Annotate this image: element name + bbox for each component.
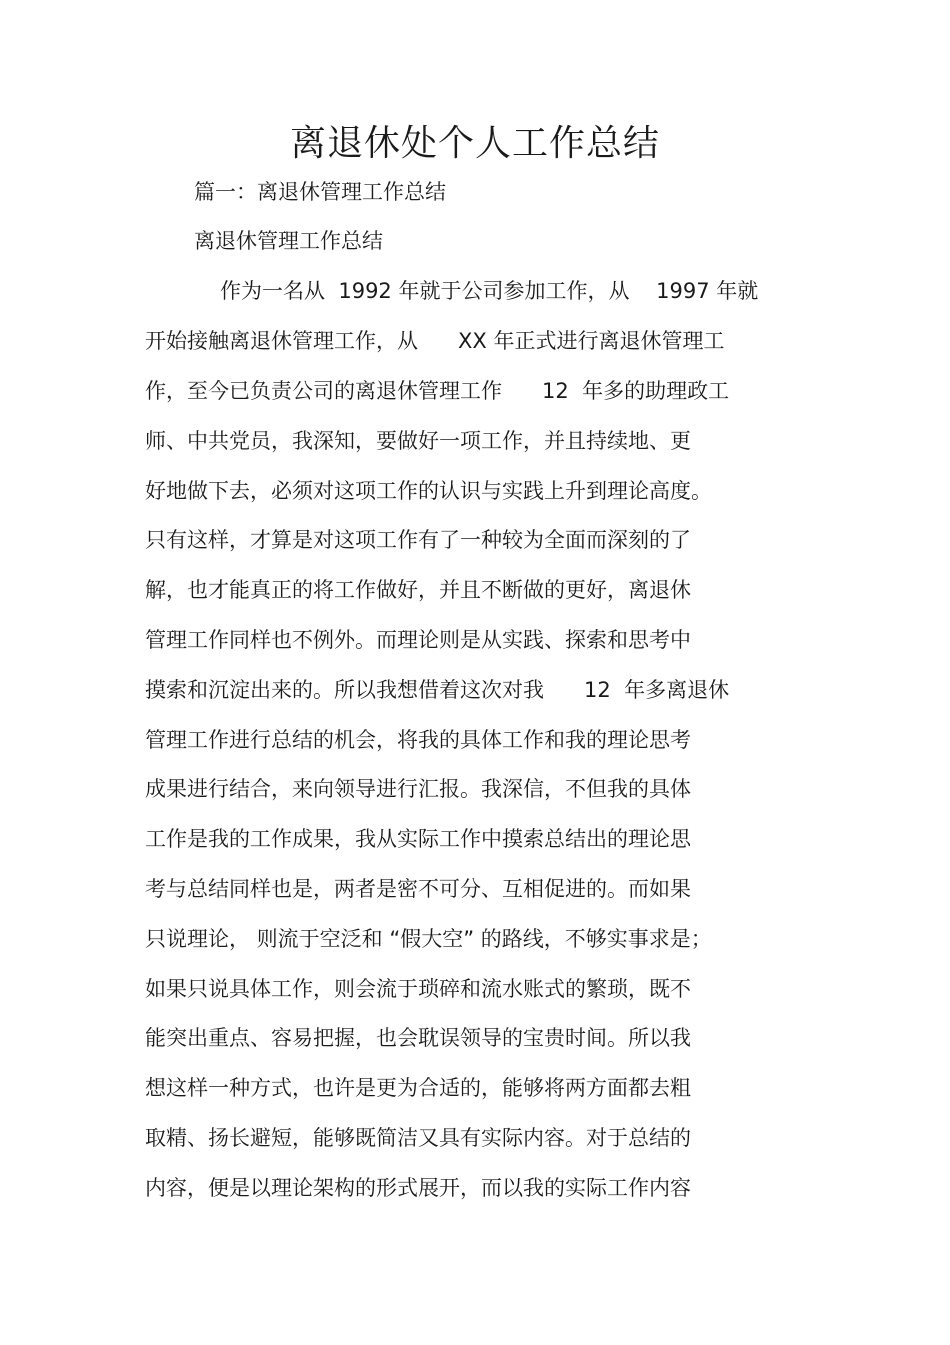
body-line: 想这样一种方式，也许是更为合适的，能够将两方面都去粗 xyxy=(145,1076,691,1100)
body-line: 只有这样，才算是对这项工作有了一种较为全面而深刻的了 xyxy=(145,528,691,552)
body-line: 能突出重点、容易把握，也会耽误领导的宝贵时间。所以我 xyxy=(145,1026,691,1050)
body-line: 工作是我的工作成果，我从实际工作中摸索总结出的理论思 xyxy=(145,827,691,851)
body-line: 师、中共党员，我深知，要做好一项工作，并且持续地、更 xyxy=(145,429,691,453)
body-line: 作为一名从 1992 年就于公司参加工作，从 1997 年就 xyxy=(220,279,759,303)
body-line: 只说理论， 则流于空泛和 “假大空” 的路线，不够实事求是； xyxy=(145,927,712,951)
body-line: 成果进行结合，来向领导进行汇报。我深信，不但我的具体 xyxy=(145,777,691,801)
body-line: 考与总结同样也是，两者是密不可分、互相促进的。而如果 xyxy=(145,877,691,901)
section-heading: 篇一：离退休管理工作总结 xyxy=(194,180,446,204)
body-line: 好地做下去，必须对这项工作的认识与实践上升到理论高度。 xyxy=(145,479,712,503)
body-line: 取精、扬长避短，能够既简洁又具有实际内容。对于总结的 xyxy=(145,1126,691,1150)
body-line: 开始接触离退休管理工作，从 XX 年正式进行离退休管理工 xyxy=(145,329,725,353)
subheading: 离退休管理工作总结 xyxy=(194,229,383,253)
body-line: 摸索和沉淀出来的。所以我想借着这次对我 12 年多离退休 xyxy=(145,678,730,702)
body-line: 管理工作同样也不例外。而理论则是从实践、探索和思考中 xyxy=(145,628,691,652)
document-title: 离退休处个人工作总结 xyxy=(289,123,660,164)
body-line: 如果只说具体工作，则会流于琐碎和流水账式的繁琐，既不 xyxy=(145,977,691,1001)
body-line: 解，也才能真正的将工作做好，并且不断做的更好，离退休 xyxy=(145,578,691,602)
body-line: 内容，便是以理论架构的形式展开，而以我的实际工作内容 xyxy=(145,1176,691,1200)
body-line: 作，至今已负责公司的离退休管理工作 12 年多的助理政工 xyxy=(145,379,730,403)
body-line: 管理工作进行总结的机会，将我的具体工作和我的理论思考 xyxy=(145,728,691,752)
